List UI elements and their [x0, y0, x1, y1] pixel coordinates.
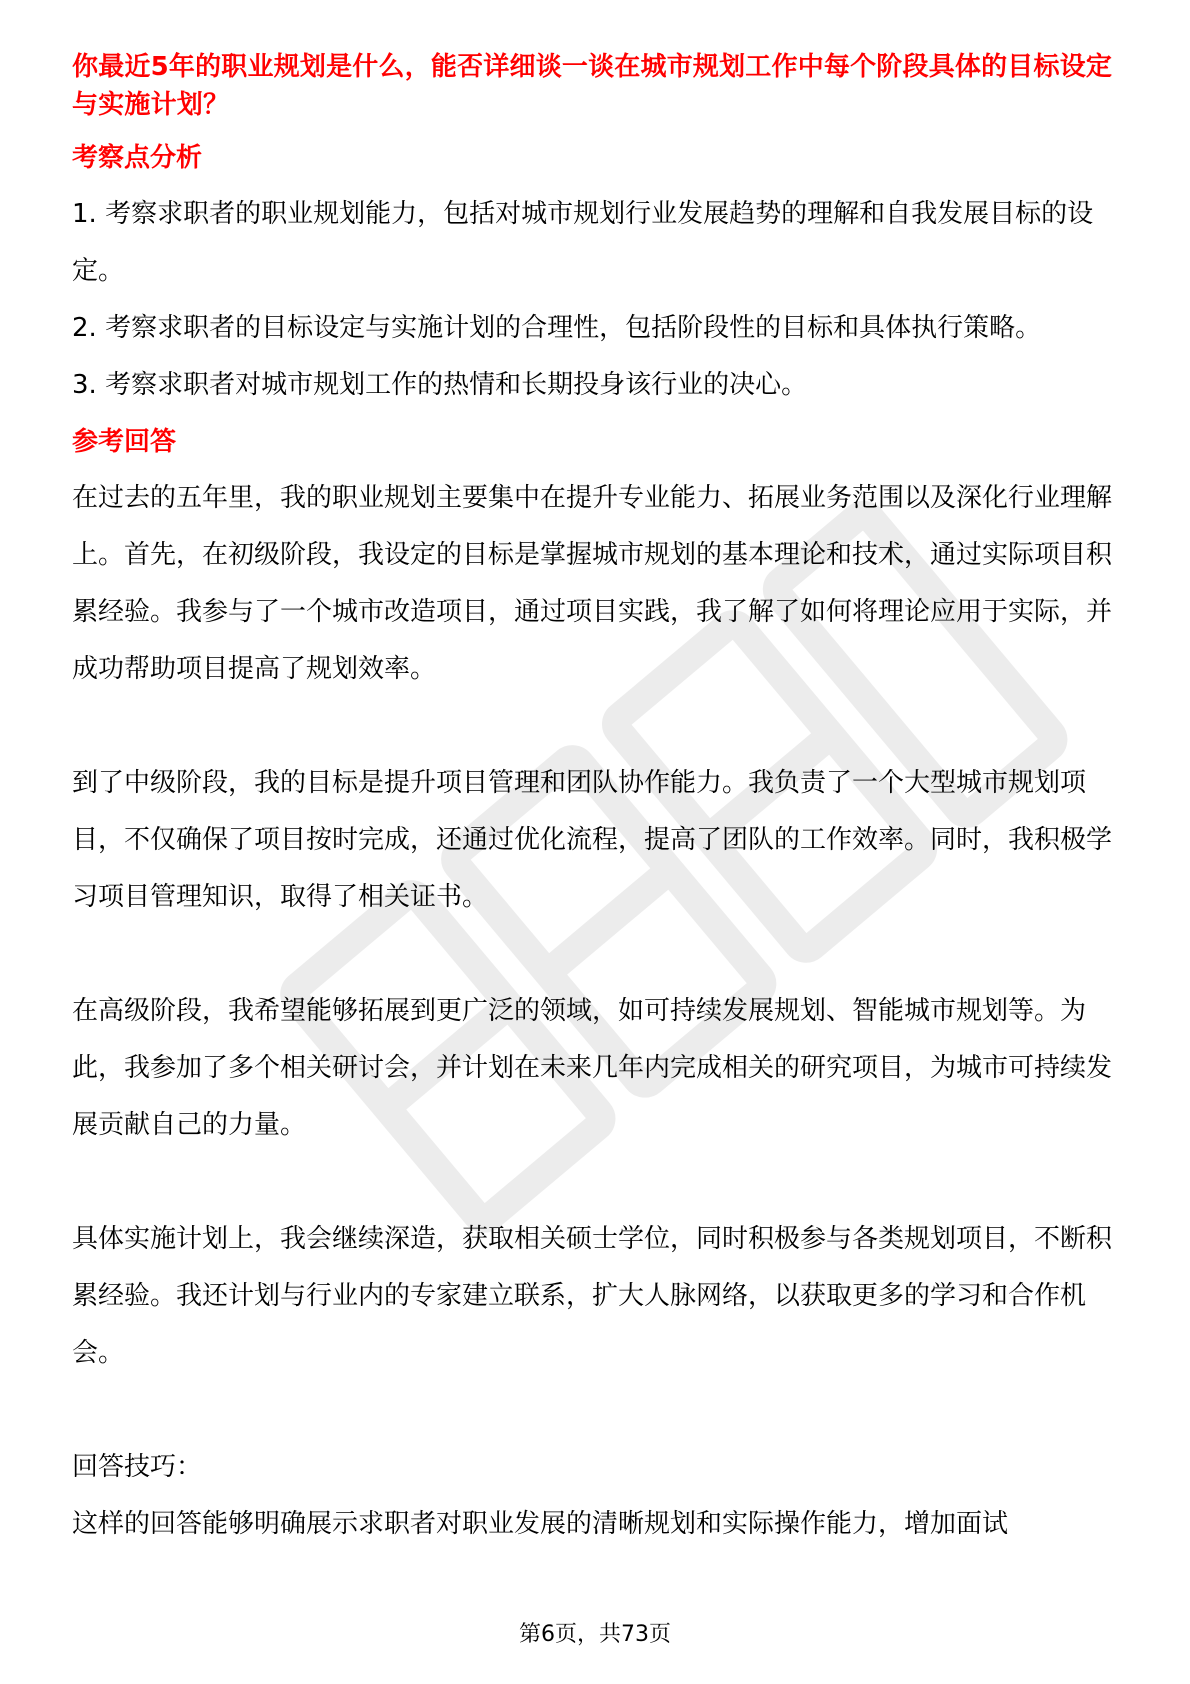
answer-paragraph-2: 到了中级阶段，我的目标是提升项目管理和团队协作能力。我负责了一个大型城市规划项目，不仅确保了项目按时完成，还通过优化流程，提高了团队的工作效率。同时，我积极学习项目管理知识，取得了相关证书。: [72, 768, 1113, 912]
analysis-point-2: 2. 考察求职者的目标设定与实施计划的合理性，包括阶段性的目标和具体执行策略。: [72, 313, 1042, 343]
answer-paragraph-1: 在过去的五年里，我的职业规划主要集中在提升专业能力、拓展业务范围以及深化行业理解上。首先，在初级阶段，我设定的目标是掌握城市规划的基本理论和技术，通过实际项目积累经验。我参与了一个城市改造项目，通过项目实践，我了解了如何将理论应用于实际，并成功帮助项目提高了规划效率。: [72, 483, 1113, 684]
document-content: [72, 48, 1122, 1553]
question-heading: 你最近5年的职业规划是什么，能否详细谈一谈在城市规划工作中每个阶段具体的目标设定与实施计划？: [72, 52, 1113, 120]
analysis-title: 考察点分析: [72, 143, 203, 173]
analysis-point-3: 3. 考察求职者对城市规划工作的热情和长期投身该行业的决心。: [72, 370, 808, 400]
tips-label: 回答技巧：: [72, 1452, 203, 1482]
analysis-point-1: 1. 考察求职者的职业规划能力，包括对城市规划行业发展趋势的理解和自我发展目标的设定。: [72, 199, 1094, 286]
answer-title: 参考回答: [72, 427, 177, 457]
answer-paragraph-3: 在高级阶段，我希望能够拓展到更广泛的领域，如可持续发展规划、智能城市规划等。为此，我参加了多个相关研讨会，并计划在未来几年内完成相关的研究项目，为城市可持续发展贡献自己的力量。: [72, 996, 1113, 1140]
answer-paragraph-4: 具体实施计划上，我会继续深造，获取相关硕士学位，同时积极参与各类规划项目，不断积累经验。我还计划与行业内的专家建立联系，扩大人脉网络，以获取更多的学习和合作机会。: [72, 1224, 1113, 1368]
tips-text: 这样的回答能够明确展示求职者对职业发展的清晰规划和实际操作能力，增加面试: [72, 1509, 1009, 1539]
page-footer: 第6页，共73页: [519, 1622, 671, 1647]
